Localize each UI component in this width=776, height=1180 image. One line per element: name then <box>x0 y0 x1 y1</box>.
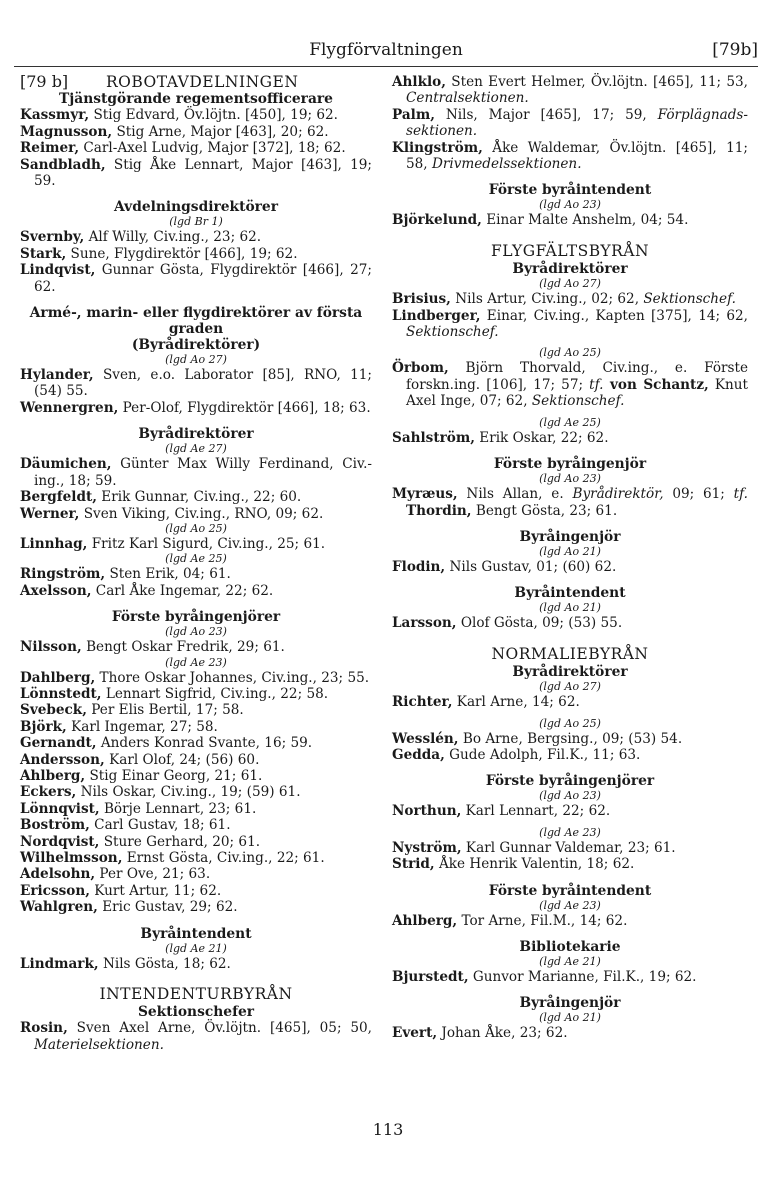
section-reference: [79b] <box>712 40 758 60</box>
group-title: Byråintendent <box>514 585 626 602</box>
page-number: 113 <box>372 1120 404 1139</box>
list-item: Lindqvist, Gunnar Gösta, Flygdirektör [466], 27; 62. <box>20 262 372 295</box>
list-item: Sahlström, Erik Oskar, 22; 62. <box>392 429 609 446</box>
section-title: NORMALIEBYRÅN <box>491 644 649 663</box>
salary-grade: (lgd Ae 25) <box>539 415 601 429</box>
list-item: Bjurstedt, Gunvor Marianne, Fil.K., 19; 62. <box>392 968 697 985</box>
salary-grade: (lgd Br 1) <box>169 215 223 229</box>
section-number: [79 b] <box>20 72 69 91</box>
list-item: Örbom, Björn Thorvald, Civ.ing., e. Förste forskn.ing. [106], 17; 57; tf. von Schantz, Knut Axel Inge, 07; 62, Sektionschef. <box>392 360 749 410</box>
salary-grade: (lgd Ae 27) <box>165 442 227 456</box>
section-title: INTENDENTURBYRÅN <box>99 985 293 1004</box>
list-item: Stark, Sune, Flygdirektör [466], 19; 62. <box>20 245 298 262</box>
salary-grade: (lgd Ae 21) <box>165 941 227 955</box>
list-item: Björk, Karl Ingemar, 27; 58. <box>20 718 218 735</box>
group-title: Förste byråingenjörer <box>111 609 281 626</box>
salary-grade: (lgd Ao 23) <box>165 625 227 639</box>
list-item: Ericsson, Kurt Artur, 11; 62. <box>20 882 222 899</box>
list-item: Northun, Karl Lennart, 22; 62. <box>392 803 611 820</box>
group-title: Byråintendent <box>140 925 252 942</box>
list-item: Svernby, Alf Willy, Civ.ing., 23; 62. <box>20 229 262 246</box>
section-heading <box>20 74 372 90</box>
list-item: Bergfeldt, Erik Gunnar, Civ.ing., 22; 60. <box>20 489 302 506</box>
list-item: Rosin, Sven Axel Arne, Öv.löjtn. [465], 05; 50, Materielsektionen. <box>20 1020 372 1053</box>
list-item: Boström, Carl Gustav, 18; 61. <box>20 817 231 834</box>
salary-grade: (lgd Ao 23) <box>539 198 601 212</box>
list-item: Larsson, Olof Gösta, 09; (53) 55. <box>392 615 623 632</box>
salary-grade: (lgd Ao 25) <box>539 716 601 730</box>
right-column <box>392 74 748 1042</box>
list-item: Evert, Johan Åke, 23; 62. <box>392 1025 568 1042</box>
list-item: Strid, Åke Henrik Valentin, 18; 62. <box>392 856 635 873</box>
list-item: Axelsson, Carl Åke Ingemar, 22; 62. <box>20 582 274 599</box>
page-header <box>14 40 758 67</box>
list-item: Nyström, Karl Gunnar Valdemar, 23; 61. <box>392 839 676 856</box>
list-item: Svebeck, Per Elis Bertil, 17; 58. <box>20 702 244 719</box>
list-item: Hylander, Sven, e.o. Laborator [85], RNO, 11; (54) 55. <box>20 367 372 400</box>
group-title: Förste byråintendent <box>488 882 652 899</box>
list-item: Björkelund, Einar Malte Anshelm, 04; 54. <box>392 212 689 229</box>
list-item: Adelsohn, Per Ove, 21; 63. <box>20 866 211 883</box>
salary-grade: (lgd Ao 21) <box>539 544 601 558</box>
list-item: Magnusson, Stig Arne, Major [463], 20; 62. <box>20 123 329 140</box>
group-title: Byråingenjör <box>519 995 621 1012</box>
list-item: Lönnqvist, Börje Lennart, 23; 61. <box>20 800 257 817</box>
list-item: Eckers, Nils Oskar, Civ.ing., 19; (59) 61. <box>20 784 301 801</box>
list-item: Klingström, Åke Waldemar, Öv.löjtn. [465], 11; 58, Drivmedelssektionen. <box>392 139 748 173</box>
list-item: Ahlberg, Stig Einar Georg, 21; 61. <box>20 767 263 784</box>
list-item: Ahlberg, Tor Arne, Fil.M., 14; 62. <box>392 912 628 929</box>
section-title: FLYGFÄLTSBYRÅN <box>490 241 650 260</box>
list-item: Flodin, Nils Gustav, 01; (60) 62. <box>392 558 617 575</box>
list-item: Andersson, Karl Olof, 24; (56) 60. <box>20 751 260 768</box>
group-title: Förste byråintendent <box>488 182 652 199</box>
list-item: Wesslén, Bo Arne, Bergsing., 09; (53) 54. <box>392 730 683 747</box>
list-item: Werner, Sven Viking, Civ.ing., RNO, 09; 62. <box>20 505 324 522</box>
salary-grade: (lgd Ae 23) <box>539 825 601 839</box>
list-item: Lindberger, Einar, Civ.ing., Kapten [375], 14; 62, Sektionschef. <box>392 307 748 341</box>
salary-grade: (lgd Ao 27) <box>539 680 601 694</box>
list-item: Gernandt, Anders Konrad Svante, 16; 59. <box>20 735 313 752</box>
salary-grade: (lgd Ao 25) <box>165 521 227 535</box>
list-item: Brisius, Nils Artur, Civ.ing., 02; 62, Sektionschef. <box>392 291 736 308</box>
list-item: Kassmyr, Stig Edvard, Öv.löjtn. [450], 19; 62. <box>20 107 338 124</box>
list-item: Lönnstedt, Lennart Sigfrid, Civ.ing., 22; 58. <box>20 685 329 702</box>
salary-grade: (lgd Ae 21) <box>539 954 601 968</box>
group-title: Byråingenjör <box>519 528 621 545</box>
group-title: Förste byråingenjörer <box>485 773 655 790</box>
list-item: Reimer, Carl-Axel Ludvig, Major [372], 18; 62. <box>20 140 346 157</box>
group-title: Byrådirektörer <box>512 261 628 278</box>
list-item: Gedda, Gude Adolph, Fil.K., 11; 63. <box>392 746 641 763</box>
salary-grade: (lgd Ao 21) <box>539 1011 601 1025</box>
salary-grade: (lgd Ae 25) <box>165 552 227 566</box>
list-item: Wennergren, Per-Olof, Flygdirektör [466], 18; 63. <box>20 399 371 416</box>
list-item: Richter, Karl Arne, 14; 62. <box>392 694 580 711</box>
group-title: Avdelningsdirektörer <box>114 199 278 216</box>
list-item: Ringström, Sten Erik, 04; 61. <box>20 566 231 583</box>
salary-grade: (lgd Ae 23) <box>165 655 227 669</box>
section-title: ROBOTAVDELNINGEN <box>106 73 299 91</box>
group-title: Bibliotekarie <box>519 938 621 955</box>
list-item: Lindmark, Nils Gösta, 18; 62. <box>20 955 231 972</box>
list-item: Nordqvist, Sture Gerhard, 20; 61. <box>20 833 261 850</box>
group-title: Tjänstgörande regementsofficerare <box>59 91 333 108</box>
left-column <box>20 74 372 1053</box>
group-title: Sektionschefer <box>137 1004 255 1021</box>
list-item: Myræus, Nils Allan, e. Byrådirektör, 09; 61; tf. Thordin, Bengt Gösta, 23; 61. <box>392 486 748 519</box>
salary-grade: (lgd Ae 23) <box>539 898 601 912</box>
group-title: Byrådirektörer <box>512 664 628 681</box>
salary-grade: (lgd Ao 23) <box>539 789 601 803</box>
salary-grade: (lgd Ao 27) <box>165 353 227 367</box>
list-item: Dahlberg, Thore Oskar Johannes, Civ.ing., 23; 55. <box>20 669 370 686</box>
salary-grade: (lgd Ao 23) <box>539 472 601 486</box>
group-title: Armé-, marin- eller flygdirektörer av första graden <box>29 305 363 338</box>
list-item: Nilsson, Bengt Oskar Fredrik, 29; 61. <box>20 639 285 656</box>
group-title: (Byrådirektörer) <box>131 337 261 354</box>
salary-grade: (lgd Ao 21) <box>539 601 601 615</box>
salary-grade: (lgd Ao 25) <box>539 346 601 360</box>
list-item: Däumichen, Günter Max Willy Ferdinand, Civ.-ing., 18; 59. <box>20 456 372 489</box>
list-item: Linnhag, Fritz Karl Sigurd, Civ.ing., 25; 61. <box>20 535 326 552</box>
group-title: Byrådirektörer <box>138 426 254 443</box>
list-item: Sandbladh, Stig Åke Lennart, Major [463], 19; 59. <box>20 156 372 190</box>
list-item: Palm, Nils, Major [465], 17; 59, Förplägnads-sektionen. <box>392 106 748 140</box>
page-title: Flygförvaltningen <box>309 40 463 60</box>
list-item: Wahlgren, Eric Gustav, 29; 62. <box>20 899 238 916</box>
list-item: Ahlklo, Sten Evert Helmer, Öv.löjtn. [465], 11; 53, Centralsektionen. <box>392 74 748 107</box>
salary-grade: (lgd Ao 27) <box>539 277 601 291</box>
group-title: Förste byråingenjör <box>493 456 647 473</box>
list-item: Wilhelmsson, Ernst Gösta, Civ.ing., 22; 61. <box>20 850 325 866</box>
